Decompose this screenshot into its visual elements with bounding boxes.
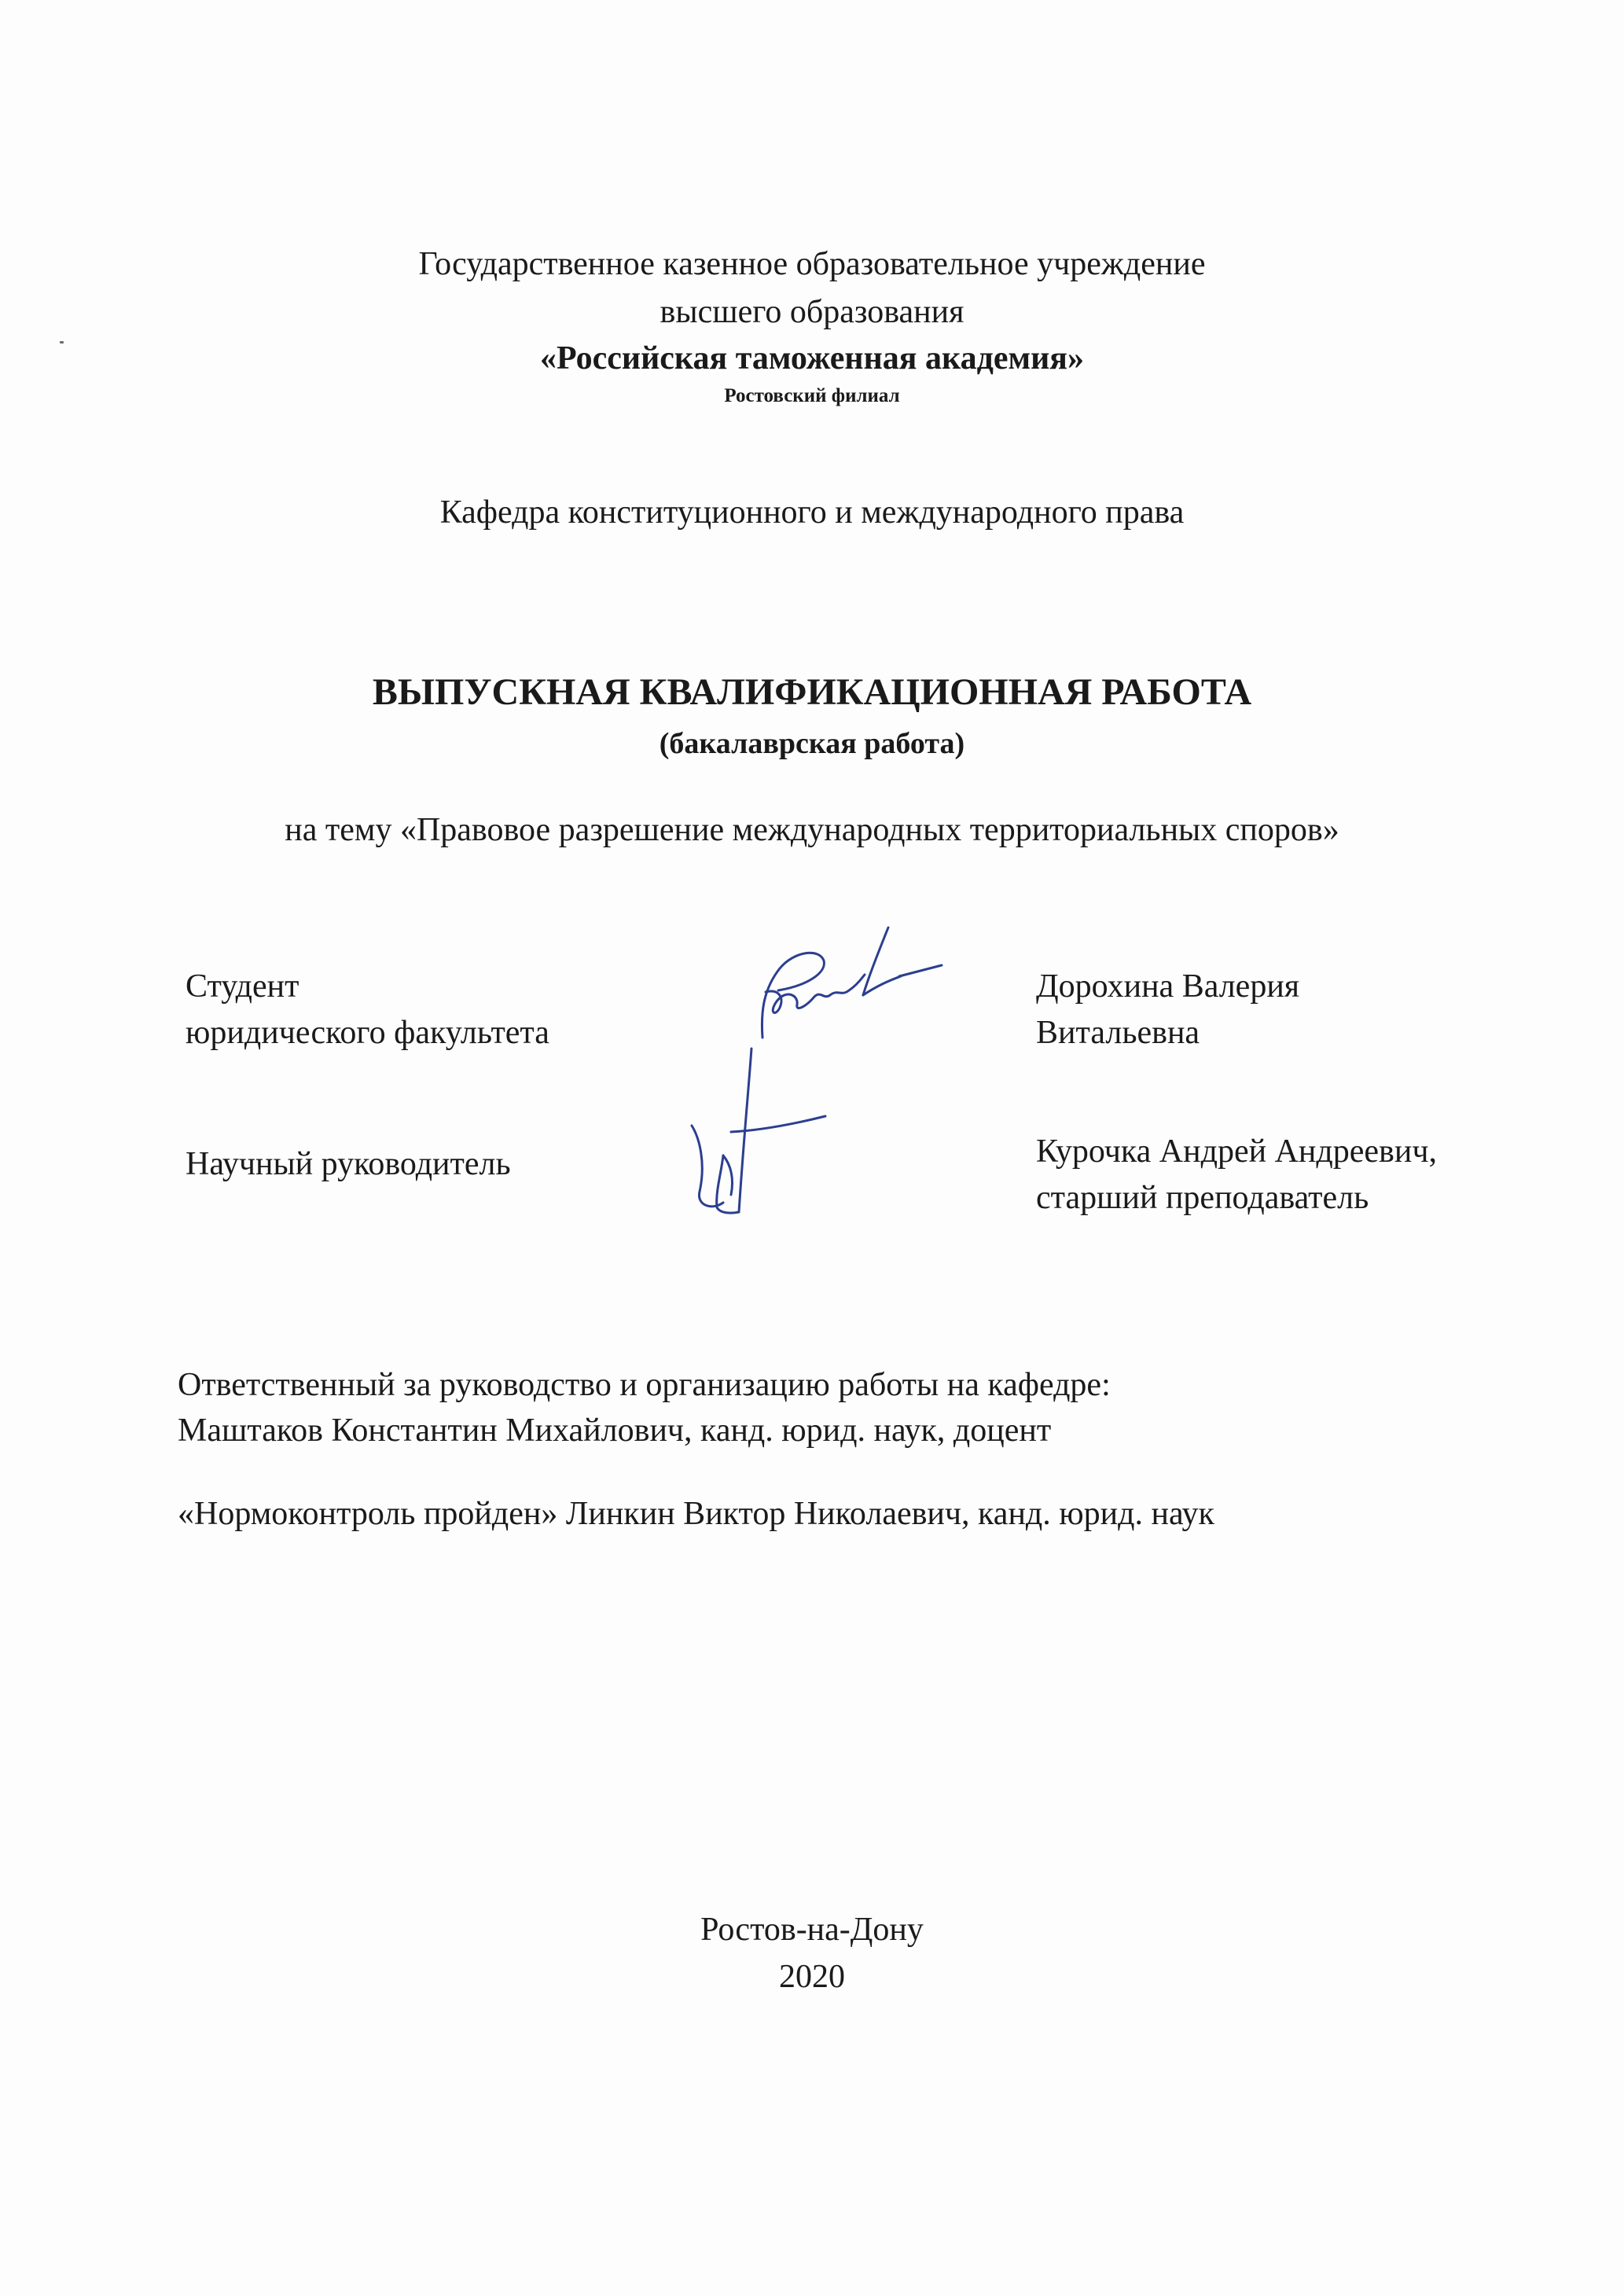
- supervisor-role: Научный руководитель: [186, 1146, 511, 1182]
- institution-branch: Ростовский филиал: [724, 385, 900, 406]
- footer-year: 2020: [779, 1959, 845, 1995]
- supervisor-signature: [676, 1045, 857, 1226]
- department-name: Кафедра конституционного и международного права: [439, 494, 1185, 531]
- student-role-line-1: Студент: [186, 968, 299, 1005]
- institution-name: «Российская таможенная академия»: [539, 340, 1084, 377]
- footer-city: Ростов-на-Дону: [700, 1912, 924, 1948]
- supervisor-name-line-2: старший преподаватель: [1036, 1180, 1369, 1216]
- student-name-line-1: Дорохина Валерия: [1036, 968, 1300, 1005]
- normcontrol-note: «Нормоконтроль пройден» Линкин Виктор Николаевич, канд. юрид. наук: [178, 1496, 1214, 1532]
- institution-line-2: высшего образования: [660, 294, 964, 330]
- work-title: ВЫПУСКНАЯ КВАЛИФИКАЦИОННАЯ РАБОТА: [372, 671, 1252, 713]
- work-topic: на тему «Правовое разрешение международных территориальных споров»: [285, 812, 1339, 848]
- work-subtitle: (бакалаврская работа): [659, 727, 965, 760]
- student-name-line-2: Витальевна: [1036, 1015, 1200, 1051]
- student-signature: [731, 920, 951, 1045]
- responsible-line-2: Маштаков Константин Михайлович, канд. юрид. наук, доцент: [178, 1412, 1052, 1449]
- institution-line-1: Государственное казенное образовательное учреждение: [418, 246, 1206, 282]
- student-role-line-2: юридического факультета: [186, 1015, 549, 1051]
- supervisor-name-line-1: Курочка Андрей Андреевич,: [1036, 1133, 1437, 1170]
- responsible-line-1: Ответственный за руководство и организацию работы на кафедре:: [178, 1367, 1111, 1403]
